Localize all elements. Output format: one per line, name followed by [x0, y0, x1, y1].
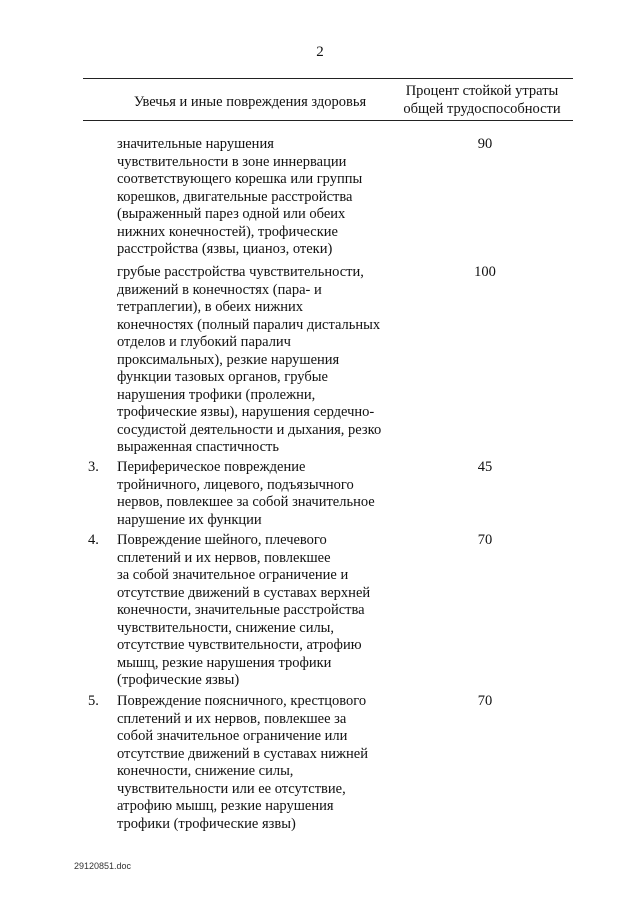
row-description: Повреждение поясничного, крестцового сплетений и их нервов, повлекшее за собой значительное ограничение или отсутствие движений в суставах нижней конечности, снижение силы, чувствительности или ее отсутствие, атрофию мышц, резкие нарушения трофики (трофические язвы)	[117, 693, 368, 832]
column-header-percent: Процент стойкой утраты общей трудоспособности	[403, 83, 561, 117]
column-header-injury: Увечья и иные повреждения здоровья	[133, 94, 367, 110]
row-percent: 70	[477, 693, 493, 709]
row-description: грубые расстройства чувствительности, движений в конечностях (пара- и тетраплегии), в обеих нижних конечностях (полный паралич дистальных отделов и глубокий паралич проксимальных), резкие нарушения функции тазовых органов, грубые нарушения трофики (пролежни, трофические язвы), нарушения сердечно- сосудистой деятельности и дыхания, резко выраженная спастичность	[117, 264, 382, 455]
table-header-top-rule	[83, 78, 573, 79]
row-percent: 90	[477, 136, 493, 152]
row-percent: 45	[477, 459, 493, 475]
table-header-bottom-rule	[83, 120, 573, 121]
row-number: 5.	[88, 693, 99, 709]
row-description: значительные нарушения чувствительности в зоне иннервации соответствующего корешка или группы корешков, двигательные расстройства (выраженный парез одной или обеих нижних конечностей), трофические расстройства (язвы, цианоз, отеки)	[117, 136, 363, 257]
row-description: Повреждение шейного, плечевого сплетений и их нервов, повлекшее за собой значительное ограничение и отсутствие движений в суставах верхней конечности, значительные расстройства чувствительности, снижение силы, отсутствие чувствительности, атрофию мышц, резкие нарушения трофики (трофические язвы)	[117, 532, 371, 688]
row-number: 3.	[88, 459, 99, 475]
row-percent: 100	[474, 264, 496, 280]
page-number: 2	[316, 44, 324, 60]
document-file-code: 29120851.doc	[74, 861, 132, 871]
row-percent: 70	[477, 532, 493, 548]
row-description: Периферическое повреждение тройничного, лицевого, подъязычного нервов, повлекшее за собой значительное нарушение их функции	[117, 459, 375, 528]
row-number: 4.	[88, 532, 99, 548]
